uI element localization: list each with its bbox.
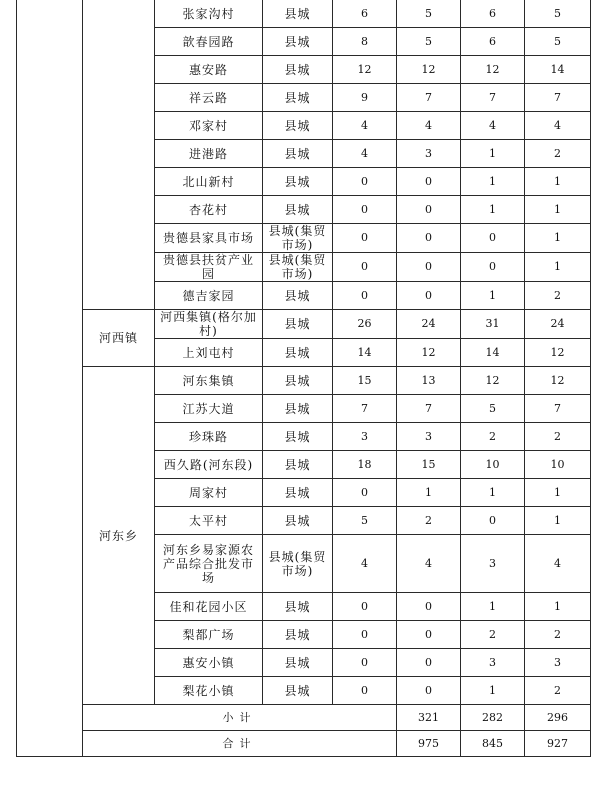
area-type: 县城 (263, 28, 333, 56)
value-2: 0 (397, 253, 461, 282)
area-type: 县城 (263, 282, 333, 310)
value-2: 7 (397, 395, 461, 423)
area-type: 县城 (263, 395, 333, 423)
location-name: 梨都广场 (155, 621, 263, 649)
value-4: 10 (525, 451, 591, 479)
location-name: 梨花小镇 (155, 677, 263, 705)
town-name-hexi: 河西镇 (83, 310, 155, 367)
value-4: 1 (525, 593, 591, 621)
location-name: 邓家村 (155, 112, 263, 140)
value-2: 0 (397, 593, 461, 621)
area-type: 县城(集贸市场) (263, 253, 333, 282)
value-3: 4 (461, 112, 525, 140)
subtotal-value-1: 321 (397, 705, 461, 731)
area-type: 县城 (263, 649, 333, 677)
total-label: 合计 (83, 731, 397, 757)
area-type: 县城 (263, 84, 333, 112)
value-3: 2 (461, 423, 525, 451)
value-3: 1 (461, 593, 525, 621)
value-4: 24 (525, 310, 591, 339)
value-1: 18 (333, 451, 397, 479)
location-name: 佳和花园小区 (155, 593, 263, 621)
value-1: 0 (333, 649, 397, 677)
value-4: 2 (525, 282, 591, 310)
subtotal-label: 小计 (83, 705, 397, 731)
value-1: 9 (333, 84, 397, 112)
location-name: 珍珠路 (155, 423, 263, 451)
area-type: 县城 (263, 310, 333, 339)
location-name: 河东集镇 (155, 367, 263, 395)
area-type: 县城 (263, 56, 333, 84)
value-3: 1 (461, 196, 525, 224)
value-1: 26 (333, 310, 397, 339)
location-name: 江苏大道 (155, 395, 263, 423)
value-4: 7 (525, 395, 591, 423)
area-type: 县城 (263, 677, 333, 705)
subtotal-value-3: 296 (525, 705, 591, 731)
location-name: 北山新村 (155, 168, 263, 196)
value-1: 15 (333, 367, 397, 395)
value-3: 7 (461, 84, 525, 112)
total-value-2: 845 (461, 731, 525, 757)
value-2: 4 (397, 112, 461, 140)
value-1: 4 (333, 535, 397, 593)
value-1: 0 (333, 282, 397, 310)
location-name: 上刘屯村 (155, 339, 263, 367)
value-4: 2 (525, 677, 591, 705)
value-1: 0 (333, 168, 397, 196)
location-name: 进港路 (155, 140, 263, 168)
location-name: 祥云路 (155, 84, 263, 112)
value-1: 3 (333, 423, 397, 451)
area-type: 县城 (263, 367, 333, 395)
location-name: 贵德县扶贫产业园 (155, 253, 263, 282)
value-2: 7 (397, 84, 461, 112)
value-2: 0 (397, 196, 461, 224)
value-3: 31 (461, 310, 525, 339)
value-2: 5 (397, 0, 461, 28)
location-name: 太平村 (155, 507, 263, 535)
value-3: 3 (461, 535, 525, 593)
value-3: 1 (461, 677, 525, 705)
value-4: 5 (525, 28, 591, 56)
value-3: 12 (461, 367, 525, 395)
location-name: 贵德县家具市场 (155, 224, 263, 253)
area-type: 县城 (263, 140, 333, 168)
value-2: 1 (397, 479, 461, 507)
location-name: 河西集镇(格尔加村) (155, 310, 263, 339)
location-name: 惠安小镇 (155, 649, 263, 677)
value-1: 8 (333, 28, 397, 56)
value-2: 0 (397, 282, 461, 310)
value-2: 3 (397, 140, 461, 168)
total-row (17, 731, 591, 757)
value-3: 2 (461, 621, 525, 649)
value-2: 0 (397, 224, 461, 253)
value-1: 0 (333, 479, 397, 507)
value-4: 1 (525, 168, 591, 196)
value-3: 1 (461, 282, 525, 310)
total-value-1: 975 (397, 731, 461, 757)
value-2: 15 (397, 451, 461, 479)
value-1: 14 (333, 339, 397, 367)
value-1: 5 (333, 507, 397, 535)
location-name: 周家村 (155, 479, 263, 507)
value-4: 1 (525, 224, 591, 253)
value-2: 12 (397, 56, 461, 84)
value-1: 12 (333, 56, 397, 84)
location-name: 西久路(河东段) (155, 451, 263, 479)
value-4: 7 (525, 84, 591, 112)
value-3: 0 (461, 224, 525, 253)
value-1: 0 (333, 677, 397, 705)
location-name: 张家沟村 (155, 0, 263, 28)
area-type: 县城 (263, 423, 333, 451)
value-3: 0 (461, 507, 525, 535)
area-type: 县城 (263, 196, 333, 224)
area-type: 县城 (263, 479, 333, 507)
left-merged-cell (17, 0, 83, 757)
value-4: 12 (525, 339, 591, 367)
area-type: 县城(集贸市场) (263, 224, 333, 253)
value-2: 2 (397, 507, 461, 535)
value-4: 2 (525, 423, 591, 451)
value-4: 1 (525, 479, 591, 507)
table-row (17, 367, 591, 395)
area-type: 县城(集贸市场) (263, 535, 333, 593)
value-4: 4 (525, 112, 591, 140)
area-type: 县城 (263, 621, 333, 649)
value-1: 0 (333, 196, 397, 224)
value-4: 5 (525, 0, 591, 28)
value-3: 12 (461, 56, 525, 84)
value-2: 4 (397, 535, 461, 593)
area-type: 县城 (263, 168, 333, 196)
market-statistics-table (16, 0, 591, 757)
value-3: 1 (461, 168, 525, 196)
value-2: 3 (397, 423, 461, 451)
value-4: 1 (525, 196, 591, 224)
value-4: 2 (525, 621, 591, 649)
value-4: 1 (525, 253, 591, 282)
value-2: 24 (397, 310, 461, 339)
value-1: 6 (333, 0, 397, 28)
total-value-3: 927 (525, 731, 591, 757)
value-4: 1 (525, 507, 591, 535)
value-3: 1 (461, 479, 525, 507)
value-4: 2 (525, 140, 591, 168)
value-1: 0 (333, 224, 397, 253)
value-1: 4 (333, 112, 397, 140)
value-3: 6 (461, 28, 525, 56)
value-2: 0 (397, 621, 461, 649)
value-4: 3 (525, 649, 591, 677)
area-type: 县城 (263, 451, 333, 479)
location-name: 杏花村 (155, 196, 263, 224)
value-2: 13 (397, 367, 461, 395)
location-name: 河东乡易家源农产品综合批发市场 (155, 535, 263, 593)
town-cell-continued (83, 0, 155, 310)
subtotal-row (17, 705, 591, 731)
town-name-hedong: 河东乡 (83, 367, 155, 705)
value-2: 5 (397, 28, 461, 56)
value-2: 0 (397, 649, 461, 677)
location-name: 歆春园路 (155, 28, 263, 56)
value-2: 0 (397, 677, 461, 705)
value-1: 7 (333, 395, 397, 423)
table-row (17, 310, 591, 339)
value-2: 0 (397, 168, 461, 196)
subtotal-value-2: 282 (461, 705, 525, 731)
value-1: 4 (333, 140, 397, 168)
value-3: 3 (461, 649, 525, 677)
value-3: 10 (461, 451, 525, 479)
value-2: 12 (397, 339, 461, 367)
area-type: 县城 (263, 0, 333, 28)
location-name: 德吉家园 (155, 282, 263, 310)
area-type: 县城 (263, 593, 333, 621)
value-4: 12 (525, 367, 591, 395)
area-type: 县城 (263, 339, 333, 367)
value-3: 0 (461, 253, 525, 282)
value-3: 5 (461, 395, 525, 423)
value-1: 0 (333, 621, 397, 649)
value-3: 1 (461, 140, 525, 168)
table-row (17, 0, 591, 28)
area-type: 县城 (263, 507, 333, 535)
value-1: 0 (333, 253, 397, 282)
value-4: 14 (525, 56, 591, 84)
value-3: 14 (461, 339, 525, 367)
value-4: 4 (525, 535, 591, 593)
location-name: 惠安路 (155, 56, 263, 84)
value-1: 0 (333, 593, 397, 621)
area-type: 县城 (263, 112, 333, 140)
value-3: 6 (461, 0, 525, 28)
